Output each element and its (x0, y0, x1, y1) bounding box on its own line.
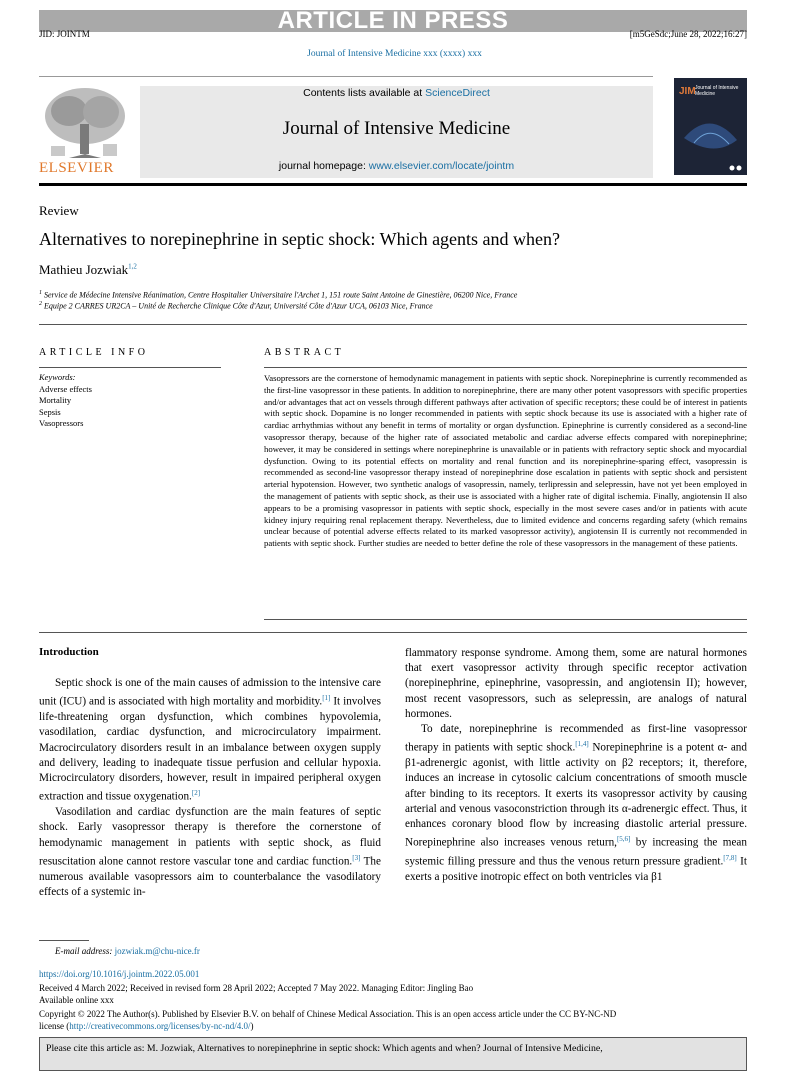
available-online: Available online xxx (39, 995, 114, 1005)
section-heading-introduction: Introduction (39, 646, 99, 658)
citation-link[interactable]: [7,8] (723, 854, 737, 863)
abstract-heading: ABSTRACT (264, 347, 345, 358)
citation-link[interactable]: [5,6] (616, 835, 631, 844)
paragraph: Vasodilation and cardiac dysfunction are the main features of septic shock. Early vasopressor therapy is therefore the cornerstone of hemodynamic management in patients with septic shock, as fluid resuscitation alone cannot restore vascular tone and cardiac function.[3] The numerous available vasopressors aim to counterbalance the vasodilatory effects of a systemic in- (39, 806, 381, 898)
build-stamp: [m5GeSdc;June 28, 2022;16:27] (629, 29, 747, 39)
license-line: license (http://creativecommons.org/licenses/by-nc-nd/4.0/) (39, 1021, 254, 1031)
paragraph: Septic shock is one of the main causes of admission to the intensive care unit (ICU) and is associated with high mortality and morbidity.[1] It involves life-threatening organ dysfunction, which combines hypovolemia, vasodilation, cardiac dysfunction, and microcirculatory impairment. Macrocirculatory disorders result in an imbalance between oxygen supply and delivery, leading to inadequate tissue perfusion and cellular hypoxia. Microcirculatory disorders, however, result in impaired peripheral oxygen extraction and tissue oxygenation.[2] (39, 677, 381, 803)
journal-reference[interactable]: Journal of Intensive Medicine xxx (xxxx) xxx (307, 49, 482, 59)
copyright: Copyright © 2022 The Author(s). Published by Elsevier B.V. on behalf of Chinese Medical Association. This is an open access article under the CC BY-NC-ND (39, 1009, 617, 1019)
email-link[interactable]: jozwiak.m@chu-nice.fr (114, 946, 200, 956)
abstract-end-rule (264, 619, 747, 620)
citation-text: Please cite this article as: M. Jozwiak, Alternatives to norepinephrine in septic shock: Which agents and when? Journal of Intensive Medicine, (46, 1043, 603, 1054)
body-column-right (405, 646, 747, 885)
citation-link[interactable]: [3] (352, 853, 361, 862)
received-dates: Received 4 March 2022; Received in revised form 28 April 2022; Accepted 7 May 2022. Managing Editor: Jingling Bao (39, 983, 474, 993)
journal-title: Journal of Intensive Medicine (282, 118, 511, 139)
abstract-text: Vasopressors are the cornerstone of hemodynamic management in patients with septic shock. Norepinephrine is currently recommended as the first-line vasopressor in these patients. In addition to norepinephrine, there are many other potent vasopressors with specific properties and/or advantages that act on vessels through different pathways after activation of specific receptors; these could be of interest in patients with septic shock. Dopamine is no longer recommended in patients with septic shock because its use is associated with a higher rate of cardiac arrhythmias without any benefit in terms of mortality or organ dysfunction. Epinephrine is currently considered as a second-line vasopressor therapy, because of the higher rate of associated metabolic and cardiac adverse effects compared with norepinephrine; however, it may be considered in settings where norepinephrine is unavailable or in patients with refractory septic shock and myocardial dysfunction. Owing to its potential effects on mortality and renal function and its norepinephrine-sparing effect, vasopressin is recommended as second-line vasopressor therapy instead of norepinephrine dose escalation in patients with septic shock and persistent arterial hypotension. However, two synthetic analogs of vasopressin, namely, terlipressin and selepressin, have not yet been employed in the management of patients with septic shock, as their use is associated with a higher rate of digital ischemia. Finally, angiotensin II also appears to be a promising vasopressor in patients with septic shock, especially in the most severe cases and/or in patients with acute kidney injury requiring renal replacement therapy. Nevertheless, due to limited evidence and concerns regarding safety (which remains unclear because of potential adverse effects related to its marked vasopressor activity), angiotensin II is currently not recommended in patients with septic shock. Further studies are needed to better define the role of these vasopressors in the management of these patients. (264, 373, 747, 549)
body-column-left (39, 676, 381, 900)
keyword: Sepsis (39, 406, 61, 417)
keywords-list (39, 372, 92, 430)
homepage-link[interactable]: www.elsevier.com/locate/jointm (368, 160, 515, 172)
keyword: Adverse effects (39, 383, 92, 394)
cover-mark: JIM (679, 86, 696, 97)
license-link[interactable]: http://creativecommons.org/licenses/by-nc-nd/4.0/ (69, 1021, 251, 1031)
header-rule (39, 76, 653, 77)
paragraph: To date, norepinephrine is recommended as first-line vasopressor therapy in patients with septic shock.[1,4] Norepinephrine is a potent α- and β1-adrenergic agonist, with little activity on β2 receptors; it, therefore, induces an increase in cytosolic calcium concentrations of smooth muscle after binding to its receptors. It exerts its vasopressor activity by causing arterial and venous vasoconstriction through its α-adrenergic effect. Thus, it enhances coronary blood flow by increasing diastolic arterial pressure. Norepinephrine also increases venous return,[5,6] by increasing the mean systemic filling pressure and thus the venous return pressure gradient.[7,8] It exerts a positive inotropic effect on both ventricles via β1 (405, 723, 747, 884)
abstract-rule (264, 367, 747, 368)
citation-link[interactable]: [2] (191, 789, 201, 798)
cover-title: Journal of Intensive Medicine (695, 85, 739, 97)
affiliation-2: $^2$ Equipe 2 CARRES UR2CA – Unité de Recherche Clinique Côte d'Azur, Université Côte d'Azur UCA, 06103 Nice, France (39, 301, 433, 311)
article-type: Review (39, 203, 79, 218)
publisher-name: ELSEVIER (39, 160, 114, 176)
article-title: Alternatives to norepinephrine in septic shock: Which agents and when? (39, 229, 561, 249)
footnote-rule (39, 940, 89, 941)
author-affiliation-ref[interactable]: 1,2 (128, 262, 137, 271)
journal-id: JID: JOINTM (39, 29, 90, 39)
article-info-heading: ARTICLE INFO (39, 347, 149, 358)
email-line: E-mail address: jozwiak.m@chu-nice.fr (55, 946, 200, 956)
citation-link[interactable]: [1] (322, 694, 331, 703)
homepage-line: journal homepage: www.elsevier.com/locate/jointm (278, 160, 515, 172)
citation-link[interactable]: [1,4] (575, 740, 589, 749)
article-info-rule (39, 367, 221, 368)
body-divider (39, 632, 747, 633)
sciencedirect-link[interactable]: ScienceDirect (425, 87, 490, 99)
keywords-label: Keywords: (39, 372, 76, 382)
keyword: Vasopressors (39, 418, 84, 428)
paragraph: flammatory response syndrome. Among them, some are natural hormones that exert vasopressor activity through specific receptor activation (norepinephrine, epinephrine, vasopressin, and angiotensin II); however, most recent vasopressors, such as selepressin, are analogs of natural hormones. (405, 647, 747, 720)
article-in-press-banner: ARTICLE IN PRESS (39, 10, 747, 32)
affiliation-1: $^1$ Service de Médecine Intensive Réanimation, Centre Hospitalier Universitaire l'Archet 1, 151 route Saint Antoine de Ginestière, 06200 Nice, France (39, 290, 518, 300)
doi-link[interactable]: https://doi.org/10.1016/j.jointm.2022.05.001 (39, 969, 200, 979)
divider (39, 324, 747, 325)
contents-line: Contents lists available at ScienceDirect (303, 87, 490, 99)
author-name: Mathieu Jozwiak$^{1,2}$ (39, 262, 137, 277)
citation-box (39, 1037, 747, 1071)
header-thick-rule (39, 183, 747, 186)
keyword: Mortality (39, 395, 72, 405)
